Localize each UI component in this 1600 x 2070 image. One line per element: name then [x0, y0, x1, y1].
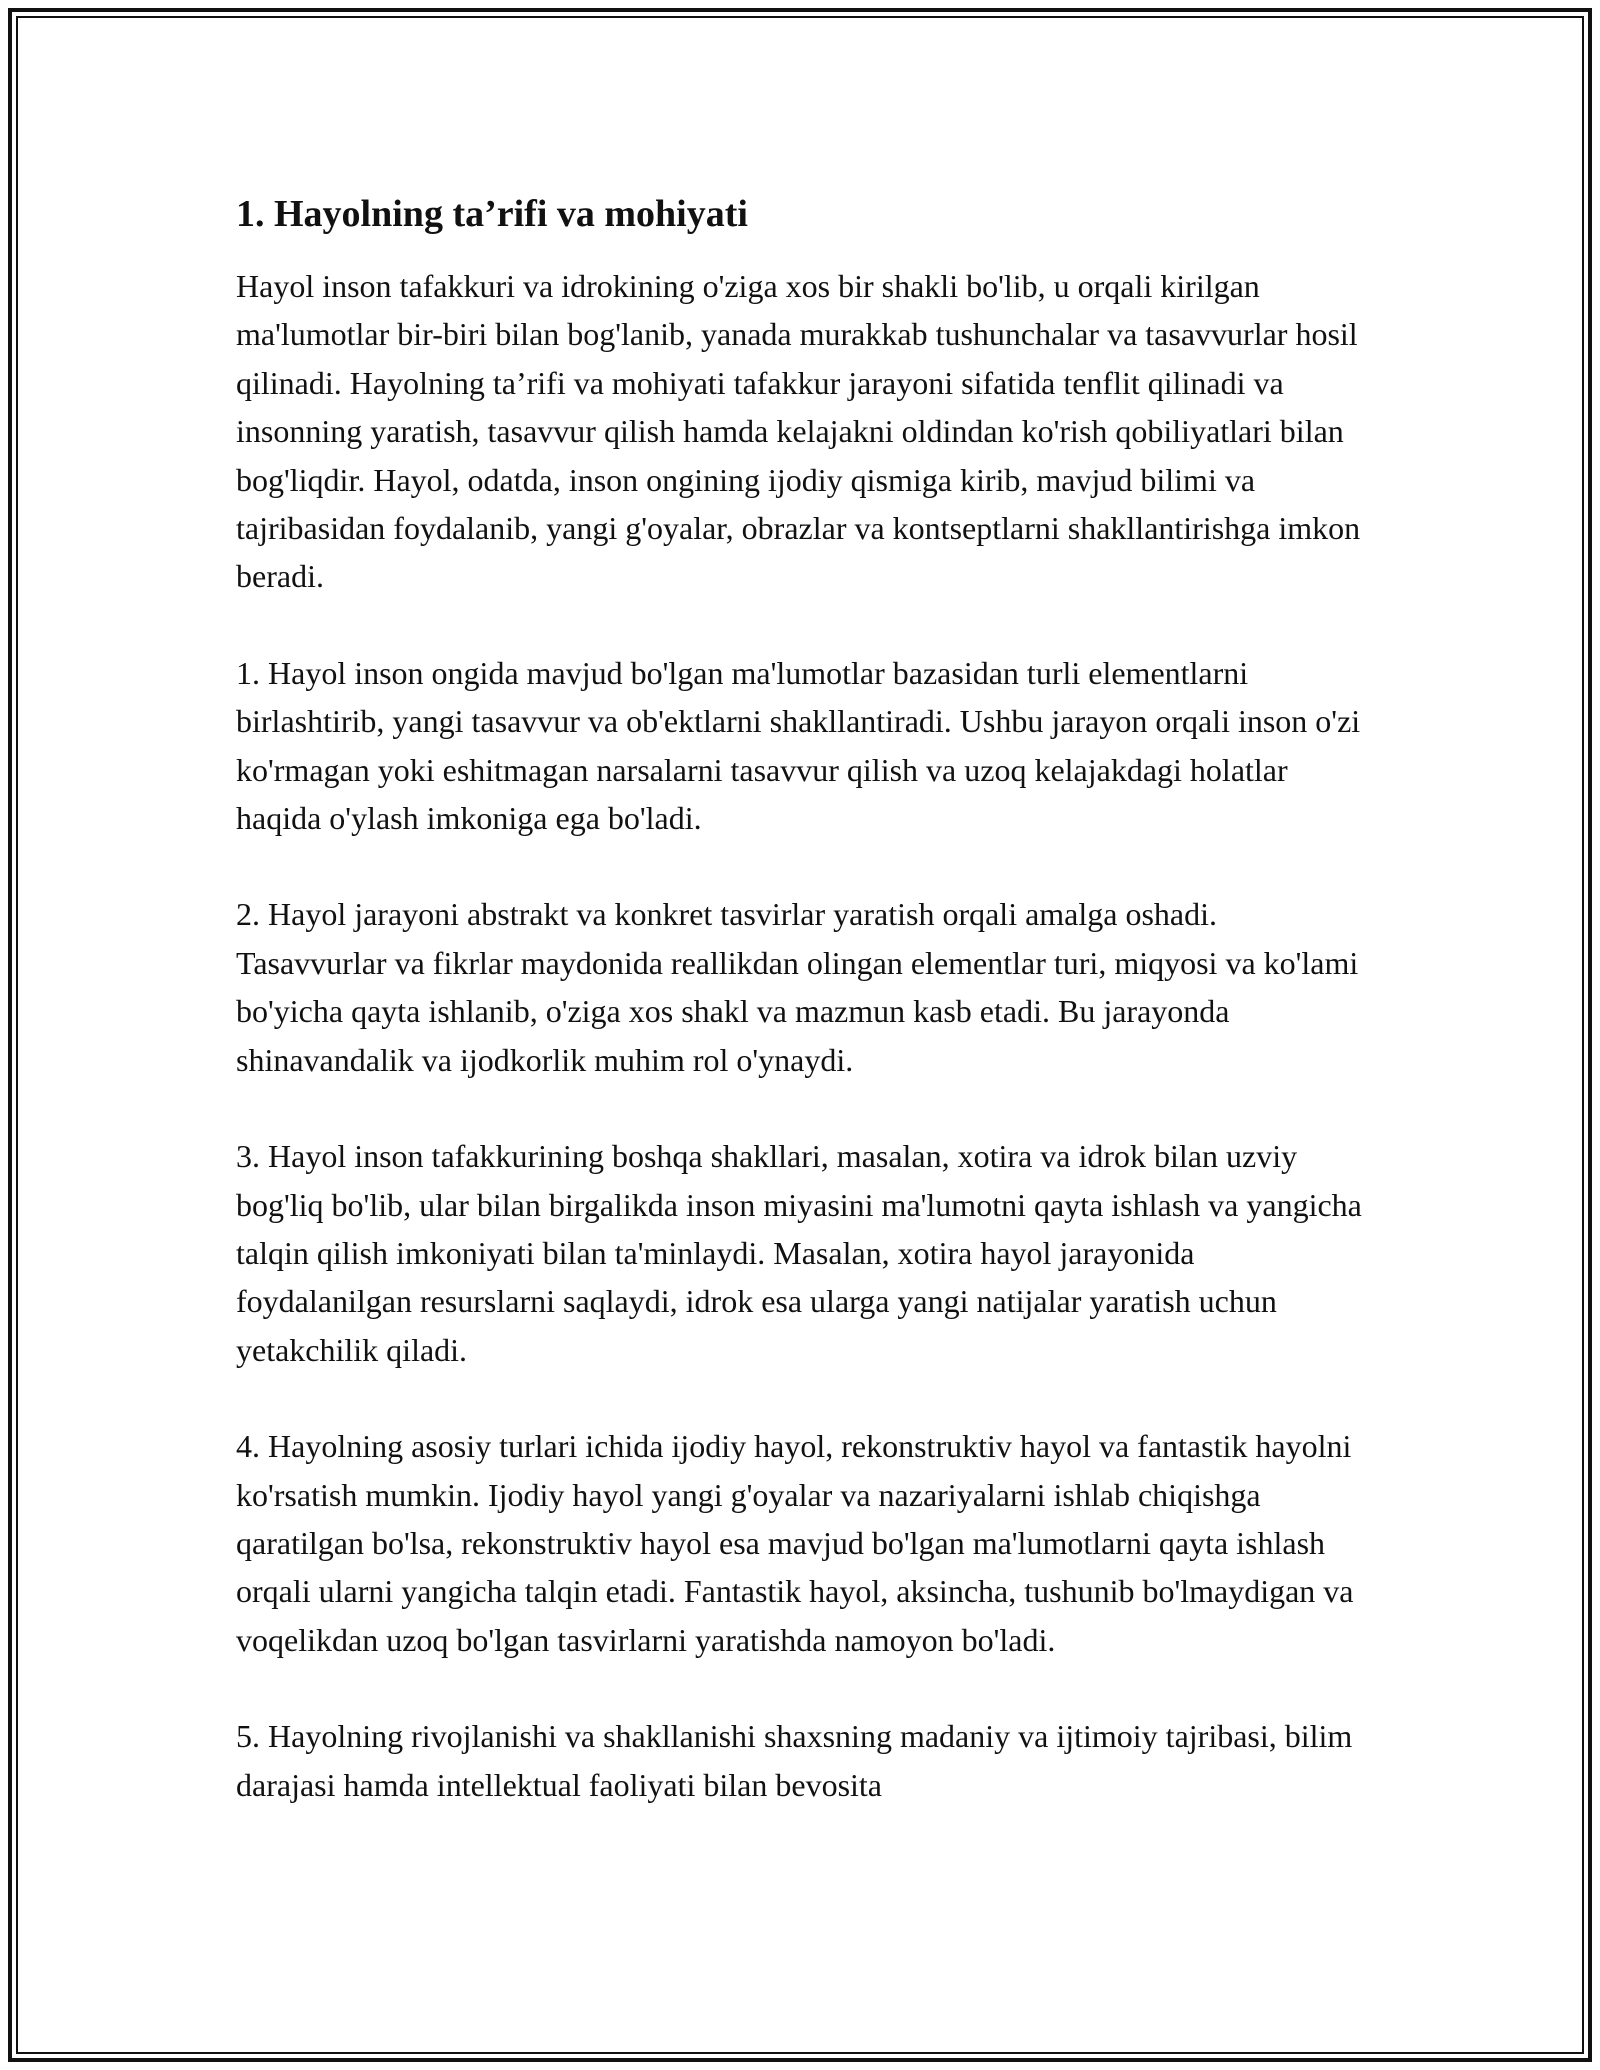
document-body	[236, 186, 1366, 1857]
point-3-paragraph: 3. Hayol inson tafakkurining boshqa shakllari, masalan, xotira va idrok bilan uzviy bog'liq bo'lib, ular bilan birgalikda inson miyasini ma'lumotni qayta ishlash va yangicha talqin qilish imkoniyati bilan ta'minlaydi. Masalan, xotira hayol jarayonida foydalanilgan resurslarni saqlaydi, idrok esa ularga yangi natijalar yaratish uchun yetakchilik qiladi.	[236, 1138, 1362, 1368]
point-5-paragraph: 5. Hayolning rivojlanishi va shakllanishi shaxsning madaniy va ijtimoiy tajribasi, bilim darajasi hamda intellektual faoliyati bilan bevosita	[236, 1718, 1353, 1803]
point-2-paragraph: 2. Hayol jarayoni abstrakt va konkret tasvirlar yaratish orqali amalga oshadi. Tasavvurlar va fikrlar maydonida reallikdan olingan elementlar turi, miqyosi va ko'lami bo'yicha qayta ishlanib, o'ziga xos shakl va mazmun kasb etadi. Bu jarayonda shinavandalik va ijodkorlik muhim rol o'ynaydi.	[236, 896, 1359, 1078]
intro-paragraph: Hayol inson tafakkuri va idrokining o'ziga xos bir shakli bo'lib, u orqali kirilgan ma'lumotlar bir-biri bilan bog'lanib, yanada murakkab tushunchalar va tasavvurlar hosil qilinadi. Hayolning ta’rifi va mohiyati tafakkur jarayoni sifatida tenflit qilinadi va insonning yaratish, tasavvur qilish hamda kelajakni oldindan ko'rish qobiliyatlari bilan bog'liqdir. Hayol, odatda, inson ongining ijodiy qismiga kirib, mavjud bilimi va tajribasidan foydalanib, yangi g'oyalar, obrazlar va kontseptlarni shakllantirishga imkon beradi.	[236, 268, 1361, 595]
section-heading: 1. Hayolning ta’rifi va mohiyati	[236, 193, 748, 235]
point-1-paragraph: 1. Hayol inson ongida mavjud bo'lgan ma'lumotlar bazasidan turli elementlarni birlashtirib, yangi tasavvur va ob'ektlarni shakllantiradi. Ushbu jarayon orqali inson o'zi ko'rmagan yoki eshitmagan narsalarni tasavvur qilish va uzoq kelajakdagi holatlar haqida o'ylash imkoniga ega bo'ladi.	[236, 654, 1361, 837]
point-4-paragraph: 4. Hayolning asosiy turlari ichida ijodiy hayol, rekonstruktiv hayol va fantastik hayolni ko'rsatish mumkin. Ijodiy hayol yangi g'oyalar va nazariyalarni ishlab chiqishga qaratilgan bo'lsa, rekonstruktiv hayol esa mavjud bo'lgan ma'lumotlarni qayta ishlash orqali ularni yangicha talqin etadi. Fantastik hayol, aksincha, tushunib bo'lmaydigan va voqelikdan uzoq bo'lgan tasvirlarni yaratishda namoyon bo'ladi.	[236, 1428, 1354, 1658]
